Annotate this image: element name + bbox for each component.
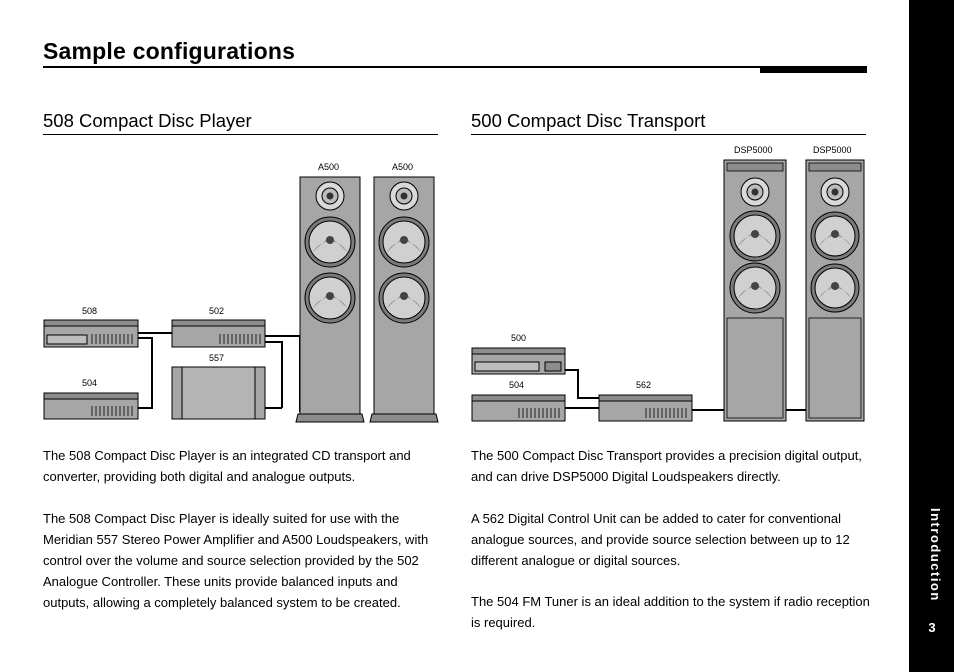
label-504-right: 504: [509, 380, 525, 390]
speaker-a500-2: [370, 177, 438, 422]
unit-562: [599, 395, 692, 421]
diagram-500-system: [468, 140, 868, 425]
unit-557: [172, 367, 265, 419]
label-a500-2: A500: [392, 162, 414, 172]
label-dsp5000-1: DSP5000: [734, 145, 773, 155]
label-562: 562: [636, 380, 652, 390]
section-title-500: 500 Compact Disc Transport: [471, 110, 706, 131]
left-paragraph-1: The 508 Compact Disc Player is an integrated CD transport and converter, providing both digital and analogue outputs.: [43, 448, 411, 484]
left-paragraph-2: The 508 Compact Disc Player is ideally suited for use with the Meridian 557 Stereo Power Amplifier and A500 Loudspeakers, with control over the volume and source selection provided by the 502 Analogue Controller. These units provide balanced inputs and outputs, allowing a completely balanced system to be created.: [43, 511, 429, 610]
speaker-dsp5000-2: [806, 160, 864, 421]
unit-504: [44, 393, 138, 419]
speaker-dsp5000-1: [724, 160, 786, 421]
label-a500-1: A500: [318, 162, 340, 172]
right-paragraph-2: A 562 Digital Control Unit can be added to cater for conventional analogue sources, and provide source selection between up to 12 different analogue or digital sources.: [471, 511, 850, 568]
page-number: 3: [928, 620, 936, 635]
section-rule-left: [43, 134, 438, 135]
side-tab-label: Introduction: [928, 508, 943, 602]
unit-502: [172, 320, 265, 347]
speaker-a500-1: [296, 177, 364, 422]
label-508: 508: [82, 306, 98, 316]
right-paragraph-3: The 504 FM Tuner is an ideal addition to the system if radio reception is required.: [471, 594, 870, 630]
right-paragraph-1: The 500 Compact Disc Transport provides a precision digital output, and can drive DSP5000 Digital Loudspeakers directly.: [471, 448, 862, 484]
label-504-left: 504: [82, 378, 98, 388]
unit-508: [44, 320, 138, 347]
label-502: 502: [209, 306, 225, 316]
title-rule: [43, 66, 867, 68]
section-rule-right: [471, 134, 866, 135]
title-rule-accent: [760, 67, 867, 73]
label-557: 557: [209, 353, 225, 363]
unit-504: [472, 395, 565, 421]
page-title: Sample configurations: [43, 38, 296, 64]
unit-500: [472, 348, 565, 374]
label-dsp5000-2: DSP5000: [813, 145, 852, 155]
section-title-508: 508 Compact Disc Player: [43, 110, 252, 131]
diagram-508-system: [40, 150, 440, 425]
label-500: 500: [511, 333, 527, 343]
